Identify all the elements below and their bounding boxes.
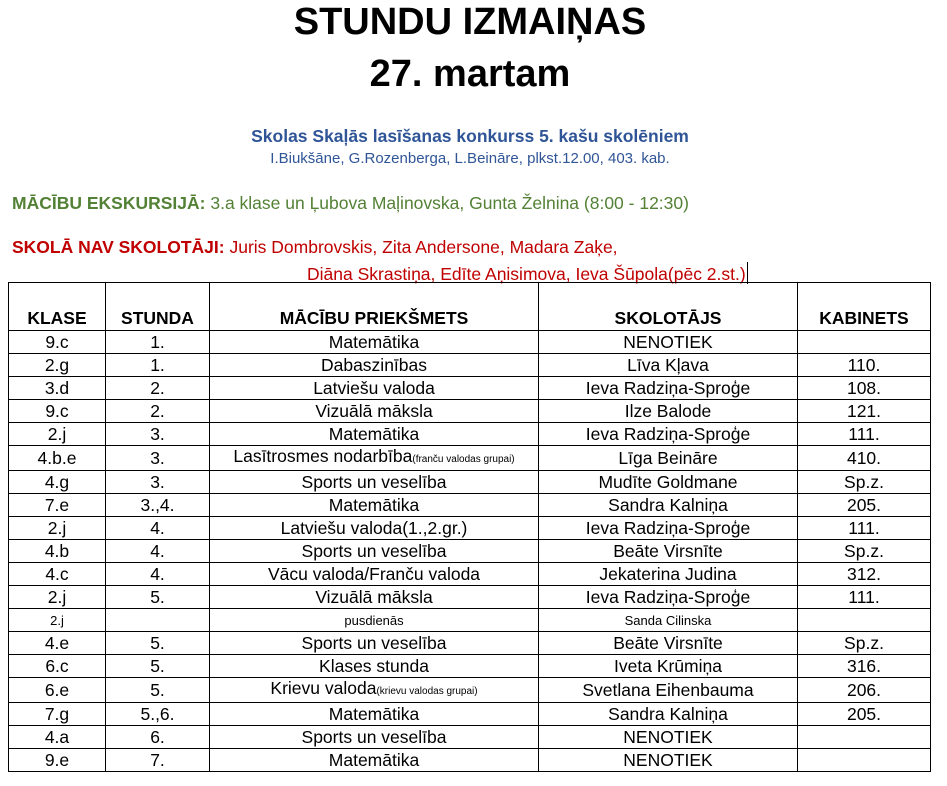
- cell-room: [798, 749, 931, 772]
- cell-stunda: [106, 609, 210, 632]
- cell-room: 111.: [798, 517, 931, 540]
- cell-teacher: NENOTIEK: [539, 331, 798, 354]
- header-stunda: STUNDA: [106, 283, 210, 331]
- cell-room: 108.: [798, 377, 931, 400]
- header-room: KABINETS: [798, 283, 931, 331]
- cell-klase: 7.g: [9, 703, 106, 726]
- cell-subject: [210, 354, 539, 377]
- cell-stunda: 7.: [106, 749, 210, 772]
- table-header-row: [9, 283, 931, 331]
- subject-text: Sports un veselība: [301, 632, 447, 653]
- cell-stunda: 5.: [106, 586, 210, 609]
- cell-subject: [210, 517, 539, 540]
- cell-stunda: 3.: [106, 446, 210, 471]
- table-row: [9, 726, 931, 749]
- cell-stunda: 4.: [106, 517, 210, 540]
- subject-text: Matemātika: [328, 703, 420, 724]
- cell-room: 312.: [798, 563, 931, 586]
- cell-teacher: Ilze Balode: [539, 400, 798, 423]
- cell-subject: [210, 586, 539, 609]
- cell-klase: 2.g: [9, 354, 106, 377]
- table-row: [9, 655, 931, 678]
- cell-stunda: 5.: [106, 632, 210, 655]
- cell-teacher: Līga Beināre: [539, 446, 798, 471]
- cell-stunda: 2.: [106, 400, 210, 423]
- table-row: [9, 609, 931, 632]
- cell-klase: 9.c: [9, 331, 106, 354]
- cell-teacher: Iveta Krūmiņa: [539, 655, 798, 678]
- cell-subject: [210, 400, 539, 423]
- cell-stunda: 1.: [106, 354, 210, 377]
- cell-room: 110.: [798, 354, 931, 377]
- subject-text: Matemātika: [328, 331, 420, 352]
- excursion-line: [12, 193, 689, 214]
- cell-subject: [210, 609, 539, 632]
- cell-room: 111.: [798, 423, 931, 446]
- cell-teacher: Beāte Virsnīte: [539, 632, 798, 655]
- header-klase: KLASE: [9, 283, 106, 331]
- subject-text: Dabaszinības: [320, 354, 428, 375]
- page-date: 27. martam: [369, 53, 571, 95]
- subject-text: Vācu valoda/Franču valoda: [267, 563, 481, 584]
- cell-stunda: 4.: [106, 540, 210, 563]
- subject-text: Matemātika: [328, 423, 420, 444]
- text-cursor: [747, 262, 748, 284]
- cell-klase: 4.g: [9, 471, 106, 494]
- absent-label: SKOLĀ NAV SKOLOTĀJI:: [12, 237, 225, 257]
- cell-subject: [210, 331, 539, 354]
- table-row: [9, 517, 931, 540]
- cell-stunda: 5.: [106, 678, 210, 703]
- table-row: [9, 494, 931, 517]
- cell-room: 206.: [798, 678, 931, 703]
- cell-subject: [210, 494, 539, 517]
- cell-subject: [210, 446, 539, 471]
- cell-stunda: 3.: [106, 471, 210, 494]
- cell-klase: 6.e: [9, 678, 106, 703]
- cell-subject: [210, 377, 539, 400]
- table-row: [9, 540, 931, 563]
- cell-klase: 6.c: [9, 655, 106, 678]
- cell-klase: 9.e: [9, 749, 106, 772]
- cell-stunda: 1.: [106, 331, 210, 354]
- absent-teachers-line: [12, 237, 618, 258]
- subject-text: Matemātika: [328, 494, 420, 515]
- cell-room: 316.: [798, 655, 931, 678]
- cell-klase: 4.b.e: [9, 446, 106, 471]
- cell-teacher: Mudīte Goldmane: [539, 471, 798, 494]
- cell-stunda: 6.: [106, 726, 210, 749]
- cell-subject: [210, 703, 539, 726]
- changes-table: [8, 282, 931, 772]
- subject-text: pusdienās: [344, 612, 404, 628]
- cell-stunda: 5.,6.: [106, 703, 210, 726]
- header-teacher: SKOLOTĀJS: [539, 283, 798, 331]
- cell-teacher: Beāte Virsnīte: [539, 540, 798, 563]
- table-row: [9, 563, 931, 586]
- cell-room: 111.: [798, 586, 931, 609]
- cell-room: 205.: [798, 703, 931, 726]
- cell-stunda: 4.: [106, 563, 210, 586]
- cell-teacher: Līva Kļava: [539, 354, 798, 377]
- cell-room: [798, 609, 931, 632]
- cell-subject: [210, 655, 539, 678]
- page-title: STUNDU IZMAIŅAS: [293, 1, 647, 43]
- table-row: [9, 377, 931, 400]
- cell-room: 205.: [798, 494, 931, 517]
- subject-text: Klases stunda: [319, 655, 429, 676]
- cell-teacher: Ieva Radziņa-Sproģe: [539, 586, 798, 609]
- cell-klase: 2.j: [9, 586, 106, 609]
- table-row: [9, 632, 931, 655]
- subject-text: Latviešu valoda(1.,2.gr.): [280, 517, 468, 538]
- cell-teacher: NENOTIEK: [539, 726, 798, 749]
- cell-room: [798, 726, 931, 749]
- cell-klase: 4.a: [9, 726, 106, 749]
- table-row: [9, 678, 931, 703]
- subject-text: Lasītrosmes nodarbība: [233, 446, 413, 466]
- subject-text: Vizuālā māksla: [315, 586, 433, 607]
- cell-klase: 2.j: [9, 517, 106, 540]
- table-row: [9, 703, 931, 726]
- cell-subject: [210, 540, 539, 563]
- cell-room: Sp.z.: [798, 471, 931, 494]
- subject-text: Sports un veselība: [301, 471, 447, 492]
- excursion-label: MĀCĪBU EKSKURSIJĀ:: [12, 193, 206, 213]
- cell-klase: 4.c: [9, 563, 106, 586]
- cell-teacher: Ieva Radziņa-Sproģe: [539, 517, 798, 540]
- cell-klase: 7.e: [9, 494, 106, 517]
- cell-stunda: 3.,4.: [106, 494, 210, 517]
- table-row: [9, 471, 931, 494]
- cell-teacher: Sanda Cilinska: [539, 609, 798, 632]
- cell-teacher: Sandra Kalniņa: [539, 703, 798, 726]
- cell-room: Sp.z.: [798, 632, 931, 655]
- subject-note: (franču valodas grupai): [412, 454, 515, 465]
- table-row: [9, 400, 931, 423]
- cell-stunda: 3.: [106, 423, 210, 446]
- cell-klase: 2.j: [9, 423, 106, 446]
- cell-klase: 3.d: [9, 377, 106, 400]
- excursion-text: 3.a klase un Ļubova Maļinovska, Gunta Želnina (8:00 - 12:30): [205, 193, 689, 213]
- cell-stunda: 5.: [106, 655, 210, 678]
- table-row: [9, 749, 931, 772]
- absent-teachers-2: Diāna Skrastiņa, Edīte Aņisimova, Ieva Šūpola(pēc 2.st.): [307, 264, 746, 284]
- cell-klase: 2.j: [9, 609, 106, 632]
- cell-teacher: Jekaterina Judina: [539, 563, 798, 586]
- contest-title: Skolas Skaļās lasīšanas konkurss 5. kašu skolēniem: [251, 126, 689, 146]
- cell-room: Sp.z.: [798, 540, 931, 563]
- table-row: [9, 446, 931, 471]
- subject-text: Sports un veselība: [301, 726, 447, 747]
- cell-klase: 9.c: [9, 400, 106, 423]
- cell-teacher: NENOTIEK: [539, 749, 798, 772]
- table-row: [9, 586, 931, 609]
- cell-teacher: Ieva Radziņa-Sproģe: [539, 377, 798, 400]
- table-row: [9, 423, 931, 446]
- cell-subject: [210, 726, 539, 749]
- cell-subject: [210, 563, 539, 586]
- cell-subject: [210, 632, 539, 655]
- subject-text: Matemātika: [328, 749, 420, 770]
- cell-teacher: Ieva Radziņa-Sproģe: [539, 423, 798, 446]
- subject-text: Latviešu valoda: [313, 377, 435, 398]
- cell-room: [798, 331, 931, 354]
- cell-room: 410.: [798, 446, 931, 471]
- cell-subject: [210, 471, 539, 494]
- absent-teachers-1: Juris Dombrovskis, Zita Andersone, Madara Zaķe,: [224, 237, 618, 257]
- cell-subject: [210, 423, 539, 446]
- cell-subject: [210, 749, 539, 772]
- cell-subject: [210, 678, 539, 703]
- cell-klase: 4.e: [9, 632, 106, 655]
- subject-text: Sports un veselība: [301, 540, 447, 561]
- cell-teacher: Sandra Kalniņa: [539, 494, 798, 517]
- table-row: [9, 331, 931, 354]
- subject-text: Vizuālā māksla: [315, 400, 433, 421]
- subject-text: Krievu valoda: [270, 678, 377, 698]
- subject-note: (krievu valodas grupai): [376, 686, 478, 697]
- table-row: [9, 354, 931, 377]
- contest-details: I.Biukšāne, G.Rozenberga, L.Beināre, plkst.12.00, 403. kab.: [270, 150, 670, 167]
- cell-stunda: 2.: [106, 377, 210, 400]
- header-subject: MĀCĪBU PRIEKŠMETS: [210, 283, 539, 331]
- cell-teacher: Svetlana Eihenbauma: [539, 678, 798, 703]
- cell-room: 121.: [798, 400, 931, 423]
- cell-klase: 4.b: [9, 540, 106, 563]
